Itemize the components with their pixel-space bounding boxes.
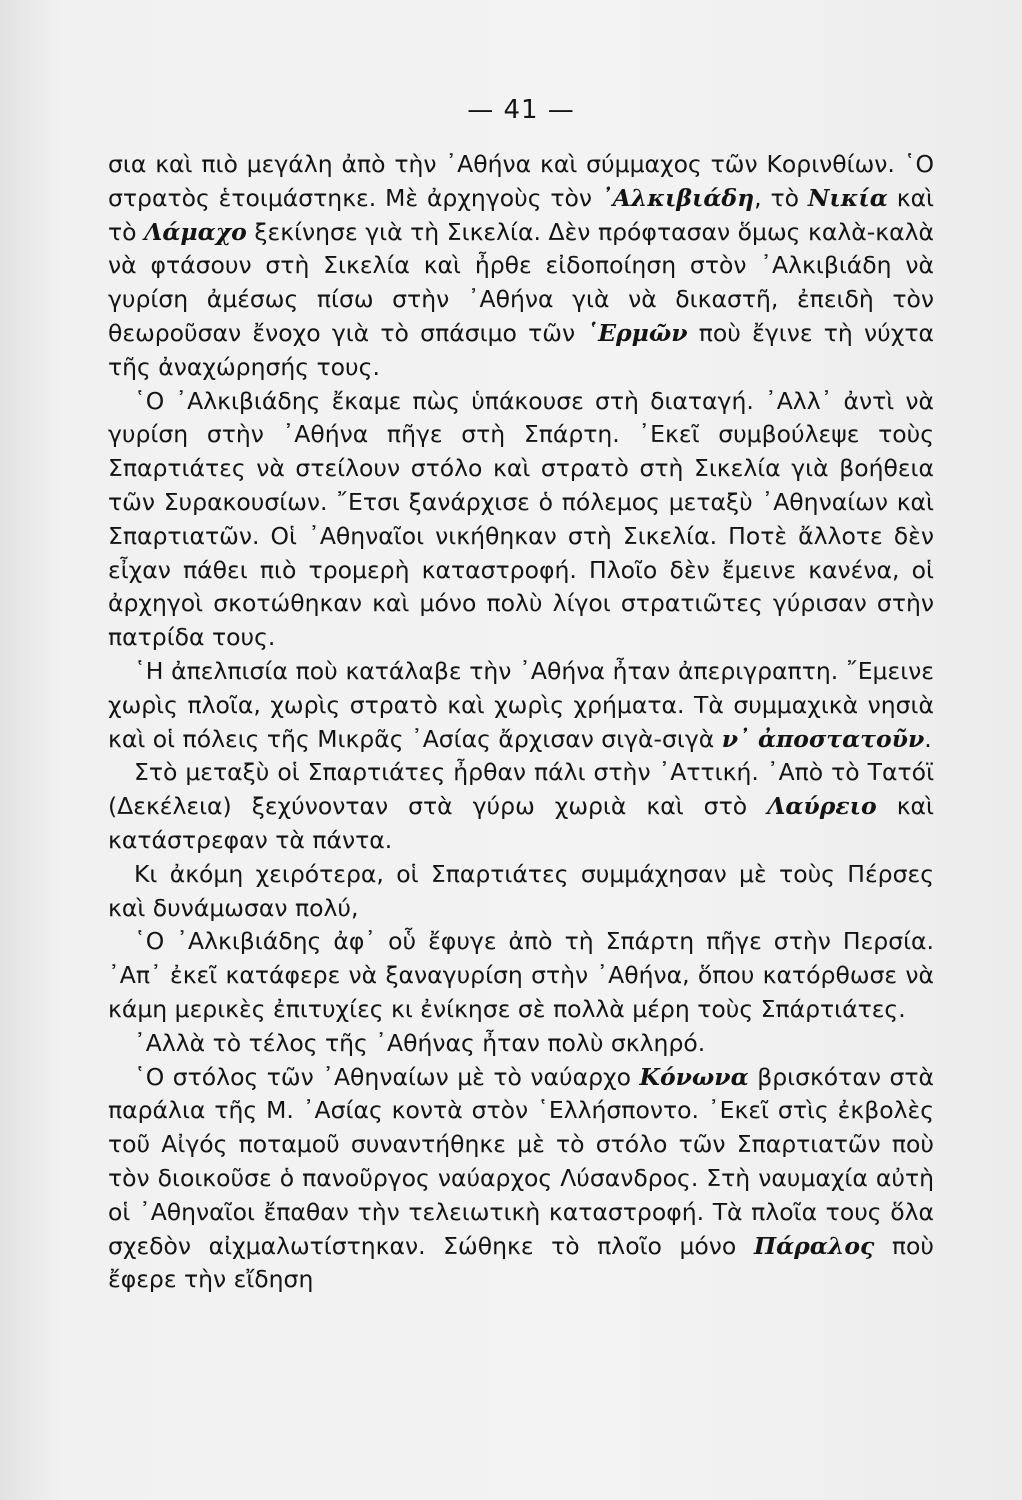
text-run: ῾Η ἀπελπισία ποὺ κατάλαβε τὴν ᾿Αθήνα ἦταν ἀπεριγραπτη. ῎Εμεινε χωρὶς πλοῖα, χωρὶς στρατὸ καὶ χωρὶς χρήματα. Τὰ συμμαχικὰ νησιὰ καὶ οἱ πόλεις τῆς Μικρᾶς ᾿Ασίας ἄρχισαν σιγὰ-σιγὰ — [108, 656, 934, 753]
paragraph — [108, 756, 934, 857]
text-run: ῾Ο ᾿Αλκιβιάδης ἀφ᾿ οὗ ἔφυγε ἀπὸ τὴ Σπάρτη πῆγε στὴν Περσία. ᾿Απ᾿ ἐκεῖ κατάφερε νὰ ξαναγυρίση στὴν ᾿Αθήνα, ὅπου κατόρθωσε νὰ κάμη μερικὲς ἐπιτυχίες κι ἐνίκησε σὲ πολλὰ μέρη τοὺς Σπάρτιάτες. — [108, 927, 934, 1023]
paragraph — [108, 1061, 934, 1298]
text-run: Κι ἀκόμη χειρότερα, οἱ Σπαρτιάτες συμμάχησαν μὲ τοὺς Πέρσες καὶ δυνάμωσαν πολύ, — [108, 859, 934, 922]
text-run: ῾Ο στόλος τῶν ᾿Αθηναίων μὲ τὸ ναύαρχο — [134, 1062, 640, 1091]
text-run: βρισκόταν στὰ παράλια τῆς Μ. ᾿Ασίας κοντὰ στὸν ῾Ελλήσποντο. ᾿Εκεῖ στὶς ἐκβολὲς τοῦ Αἰγός ποταμοῦ συναντήθηκε μὲ τὸ στόλο τῶν Σπαρτιατῶν ποὺ τὸν διοικοῦσε ὁ πανοῦργος ναύαρχος Λύσανδρος. Στὴ ναυμαχία αὐτὴ οἱ ᾿Αθηναῖοι ἔπαθαν τὴν τελειωτικὴ καταστροφή. Τὰ πλοῖα τους ὅλα σχεδὸν αἰχμαλωτίστηκαν. Σώθηκε τὸ πλοῖο μόνο — [108, 1062, 934, 1260]
text-run: ᾿Αλλὰ τὸ τέλος τῆς ᾿Αθήνας ἦταν πολὺ σκληρό. — [134, 1028, 706, 1057]
paragraph — [108, 1027, 934, 1061]
text-run: ποὺ ἔφερε τὴν εἴδηση — [108, 1231, 935, 1294]
emphasized-name: Πάραλος — [753, 1231, 875, 1260]
emphasized-name: Λάμαχο — [144, 217, 247, 246]
emphasized-name: ῾Ερμῶν — [586, 318, 688, 347]
emphasized-name: Κόνωνα — [639, 1062, 749, 1091]
text-run: . — [924, 724, 932, 753]
paragraph — [108, 655, 934, 756]
paragraph — [108, 858, 934, 926]
body-text — [108, 148, 934, 1297]
emphasized-name: Λαύρειο — [767, 792, 877, 821]
text-run: ῾Ο ᾿Αλκιβιάδης ἔκαμε πὼς ὑπάκουσε στὴ διαταγή. ᾿Αλλ᾿ ἀντὶ νὰ γυρίση στὴν ᾿Αθήνα πῆγε στὴ Σπάρτη. ᾿Εκεῖ συμβούλεψε τοὺς Σπαρτιάτες νὰ στείλουν στόλο καὶ στρατὸ στὴ Σικελία γιὰ βοήθεια τῶν Συρακουσίων. ῎Ετσι ξανάρχισε ὁ πόλεμος μεταξὺ ᾿Αθηναίων καὶ Σπαρτιατῶν. Οἱ ᾿Αθηναῖοι νικήθηκαν στὴ Σικελία. Ποτὲ ἄλλοτε δὲν εἶχαν πάθει πιὸ τρομερὴ καταστροφή. Πλοῖο δὲν ἔμεινε κανένα, οἱ ἀρχηγοὶ σκοτώθηκαν καὶ μόνο πολὺ λίγοι στρατιῶτες γύρισαν στὴν πατρίδα τους. — [108, 386, 934, 652]
emphasized-name: Νικία — [807, 183, 888, 212]
text-run: , τὸ — [754, 183, 808, 212]
text-run: ποὺ ἔγινε τὴ νύχτα τῆς ἀναχώρησής τους. — [108, 318, 934, 381]
text-run: ξεκίνησε γιὰ τὴ Σικελία. Δὲν πρόφτασαν ὅμως καλὰ-καλὰ νὰ φτάσουν στὴ Σικελία καὶ ἦρθε εἰδοποίηση στὸν ᾿Αλκιβιάδη νὰ γυρίση ἀμέσως πίσω στὴν ᾿Αθήνα γιὰ νὰ δικαστῆ, ἐπειδὴ τὸν θεωροῦσαν ἔνοχο γιὰ τὸ σπάσιμο τῶν — [108, 217, 934, 347]
text-run: σια καὶ πιὸ μεγάλη ἀπὸ τὴν ᾿Αθήνα καὶ σύμμαχος τῶν Κορινθίων. ῾Ο στρατὸς ἑτοιμάστηκε. Μὲ ἀρχηγοὺς τὸν — [108, 150, 934, 212]
text-run: Στὸ μεταξὺ οἱ Σπαρτιάτες ἦρθαν πάλι στὴν ᾿Αττική. ᾿Απὸ τὸ Τατόϊ (Δεκέλεια) ξεχύνονταν στὰ γύρω χωριὰ καὶ στὸ — [108, 758, 934, 821]
paragraph — [108, 385, 934, 655]
text-run: καὶ τὸ — [108, 183, 935, 246]
emphasized-name: ᾿Αλκιβιάδη — [600, 183, 755, 212]
emphasized-name: ν᾿ ἀποστατοῦν — [721, 724, 925, 753]
text-run: καὶ κατάστρεφαν τὰ πάντα. — [108, 792, 935, 854]
paragraph — [108, 148, 934, 385]
page-number: — 41 — — [467, 95, 575, 125]
paragraph — [108, 925, 934, 1026]
